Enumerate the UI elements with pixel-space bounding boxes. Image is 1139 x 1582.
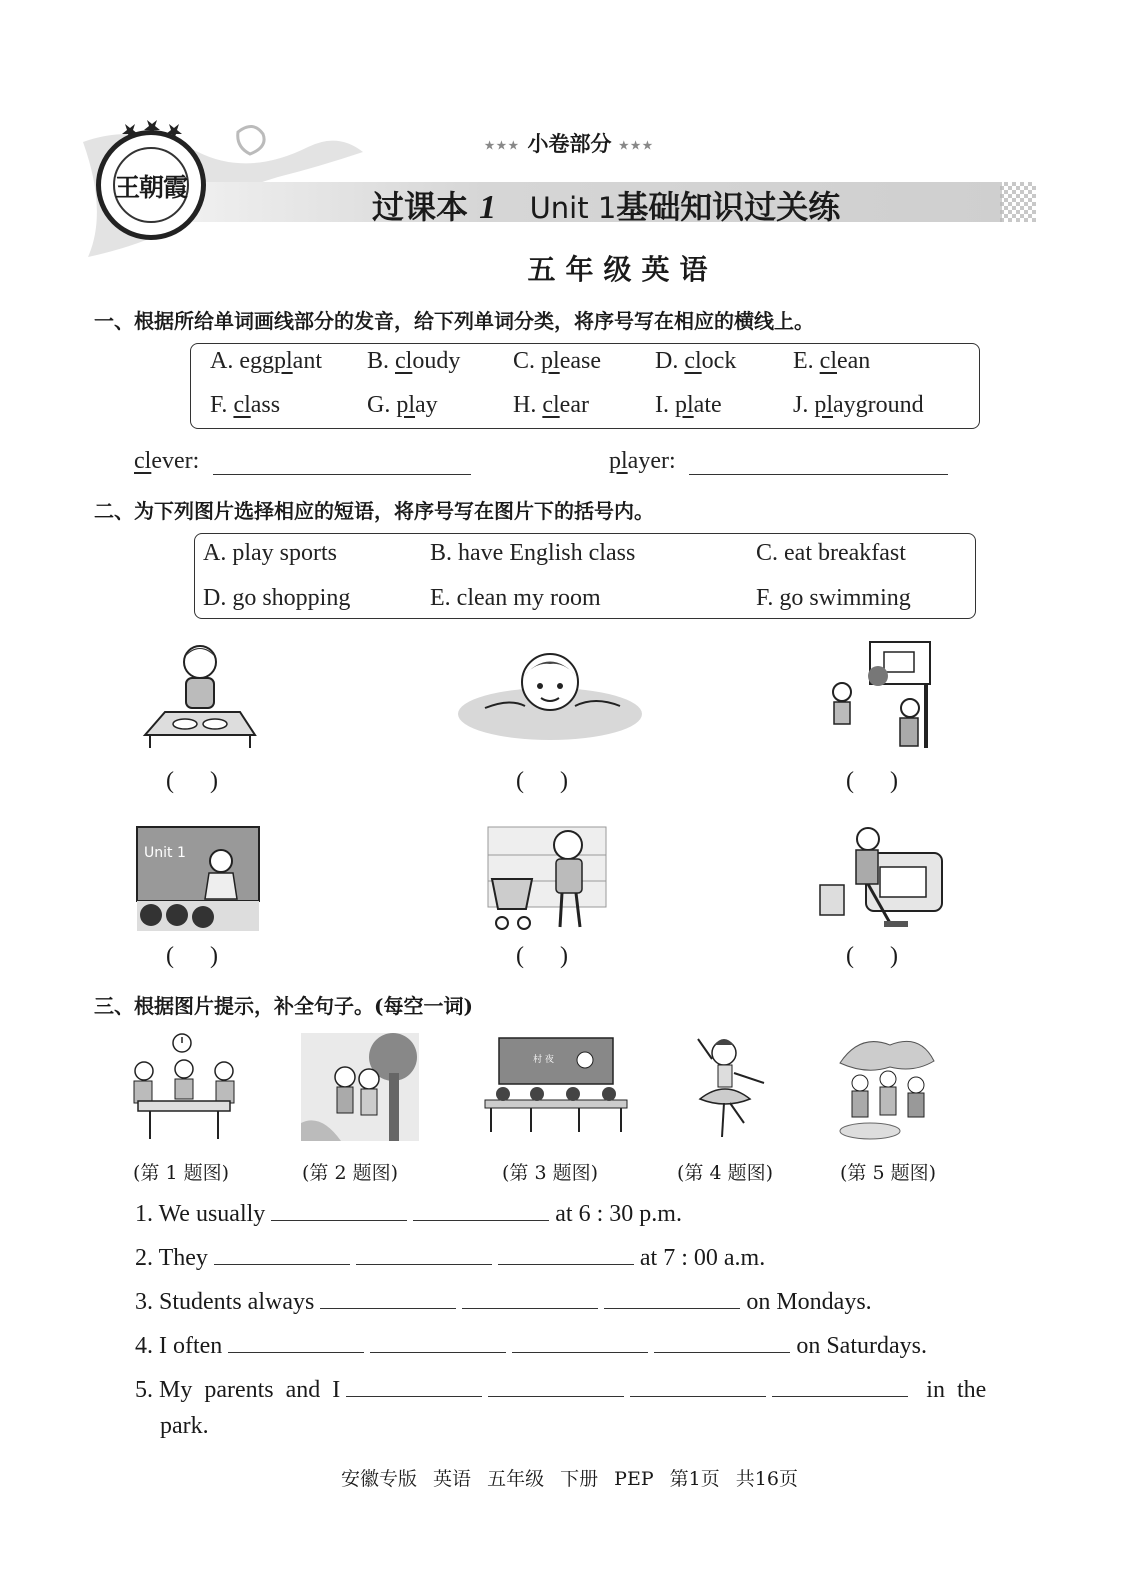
answer-blank[interactable] [488,1374,624,1397]
answer-bracket[interactable]: ( ) [846,768,898,794]
answer-bracket[interactable]: ( ) [166,768,218,794]
word-option: C. please [513,348,601,374]
sentence-2 [135,1242,765,1272]
sentence-4 [135,1330,927,1360]
phrase-option: D. go shopping [203,585,351,611]
answer-blank[interactable] [498,1242,634,1265]
sentence-text: 2. They [135,1245,208,1271]
sentence-text: at 6 : 30 p.m. [555,1201,682,1227]
small-section-text: 小卷部分 [527,131,612,156]
family-dinner-picture [130,1033,238,1143]
cleaning-picture [818,825,944,933]
sort-label-clever: clever: [134,448,200,474]
section2-heading: 二、为下列图片选择相应的短语，将序号写在图片下的括号内。 [94,499,654,523]
answer-blank[interactable] [604,1286,740,1309]
park-picture [830,1033,944,1141]
answer-blank[interactable] [630,1374,766,1397]
board-text: 村 夜 [533,1055,554,1065]
picture-caption: (第 5 题图) [840,1162,936,1184]
answer-blank[interactable] [228,1330,364,1353]
sentence-5 [135,1374,986,1404]
picture-caption: (第 4 题图) [677,1162,773,1184]
board-text: Unit 1 [144,845,186,861]
star-icon: ★★★ [484,139,521,152]
page-title [372,182,840,228]
word-option: G. play [367,392,438,418]
title-rest: 基础知识过关练 [616,188,841,226]
phrase-option: E. clean my room [430,585,601,611]
word-option: D. clock [655,348,737,374]
answer-blank[interactable] [320,1286,456,1309]
sentence-text: 1. We usually [135,1201,266,1227]
title-prefix: 过课本 [372,188,469,226]
answer-bracket[interactable]: ( ) [166,943,218,969]
title-number: 1 [479,189,497,226]
word-option: I. plate [655,392,722,418]
word-option: A. eggplant [210,348,322,374]
sentence-text: on Mondays. [746,1289,872,1315]
phrase-option: C. eat breakfast [756,540,906,566]
sentence-1 [135,1198,682,1228]
sentence-3 [135,1286,872,1316]
outdoor-kids-picture [301,1033,419,1141]
answer-blank[interactable] [772,1374,908,1397]
word-option: H. clear [513,392,589,418]
answer-blank[interactable] [462,1286,598,1309]
classroom-picture [485,1038,627,1134]
header-checker-pattern [1000,182,1036,222]
star-icon: ★★★ [618,139,655,152]
swimming-picture [455,640,645,748]
basketball-picture [822,642,940,750]
word-option: F. class [210,392,281,418]
answer-blank[interactable] [654,1330,790,1353]
word-option: E. clean [793,348,871,374]
sentence-text: in the [926,1377,987,1403]
grade-title: 五年级英语 [527,253,718,286]
shopping-picture [488,827,606,933]
answer-blank[interactable] [214,1242,350,1265]
section3-heading: 三、根据图片提示，补全句子。(每空一词) [94,994,473,1018]
dancing-picture [690,1033,770,1141]
word-option: J. playground [793,392,924,418]
answer-blank-clever[interactable] [213,452,471,475]
answer-blank[interactable] [413,1198,549,1221]
answer-blank[interactable] [271,1198,407,1221]
answer-blank-player[interactable] [689,452,948,475]
section1-heading: 一、根据所给单词画线部分的发音，给下列单词分类，将序号写在相应的横线上。 [94,309,814,333]
logo-text: 王朝霞 [114,173,187,202]
page-footer: 安徽专版 英语 五年级 下册 PEP 第1页 共16页 [341,1468,798,1490]
answer-bracket[interactable]: ( ) [516,943,568,969]
picture-caption: (第 1 题图) [133,1162,229,1184]
answer-blank[interactable] [346,1374,482,1397]
phrase-option: F. go swimming [756,585,911,611]
title-unit: Unit 1 [529,191,617,225]
sort-label-player: player: [609,448,676,474]
answer-bracket[interactable]: ( ) [516,768,568,794]
phrase-option: A. play sports [203,540,337,566]
sentence-text: 5. My parents and I [135,1377,341,1403]
breakfast-picture [140,640,258,750]
sentence-text: on Saturdays. [796,1333,927,1359]
word-option: B. cloudy [367,348,461,374]
small-section-label [0,128,1139,158]
answer-blank[interactable] [356,1242,492,1265]
english-class-picture [137,827,259,931]
phrase-option: B. have English class [430,540,636,566]
answer-blank[interactable] [512,1330,648,1353]
answer-blank[interactable] [370,1330,506,1353]
answer-bracket[interactable]: ( ) [846,943,898,969]
picture-caption: (第 2 题图) [302,1162,398,1184]
sentence-text: at 7 : 00 a.m. [639,1245,766,1271]
sentence-text: 4. I often [135,1333,223,1359]
sentence-5-continuation: park. [160,1413,209,1439]
sentence-text: 3. Students always [135,1289,315,1315]
picture-caption: (第 3 题图) [502,1162,598,1184]
